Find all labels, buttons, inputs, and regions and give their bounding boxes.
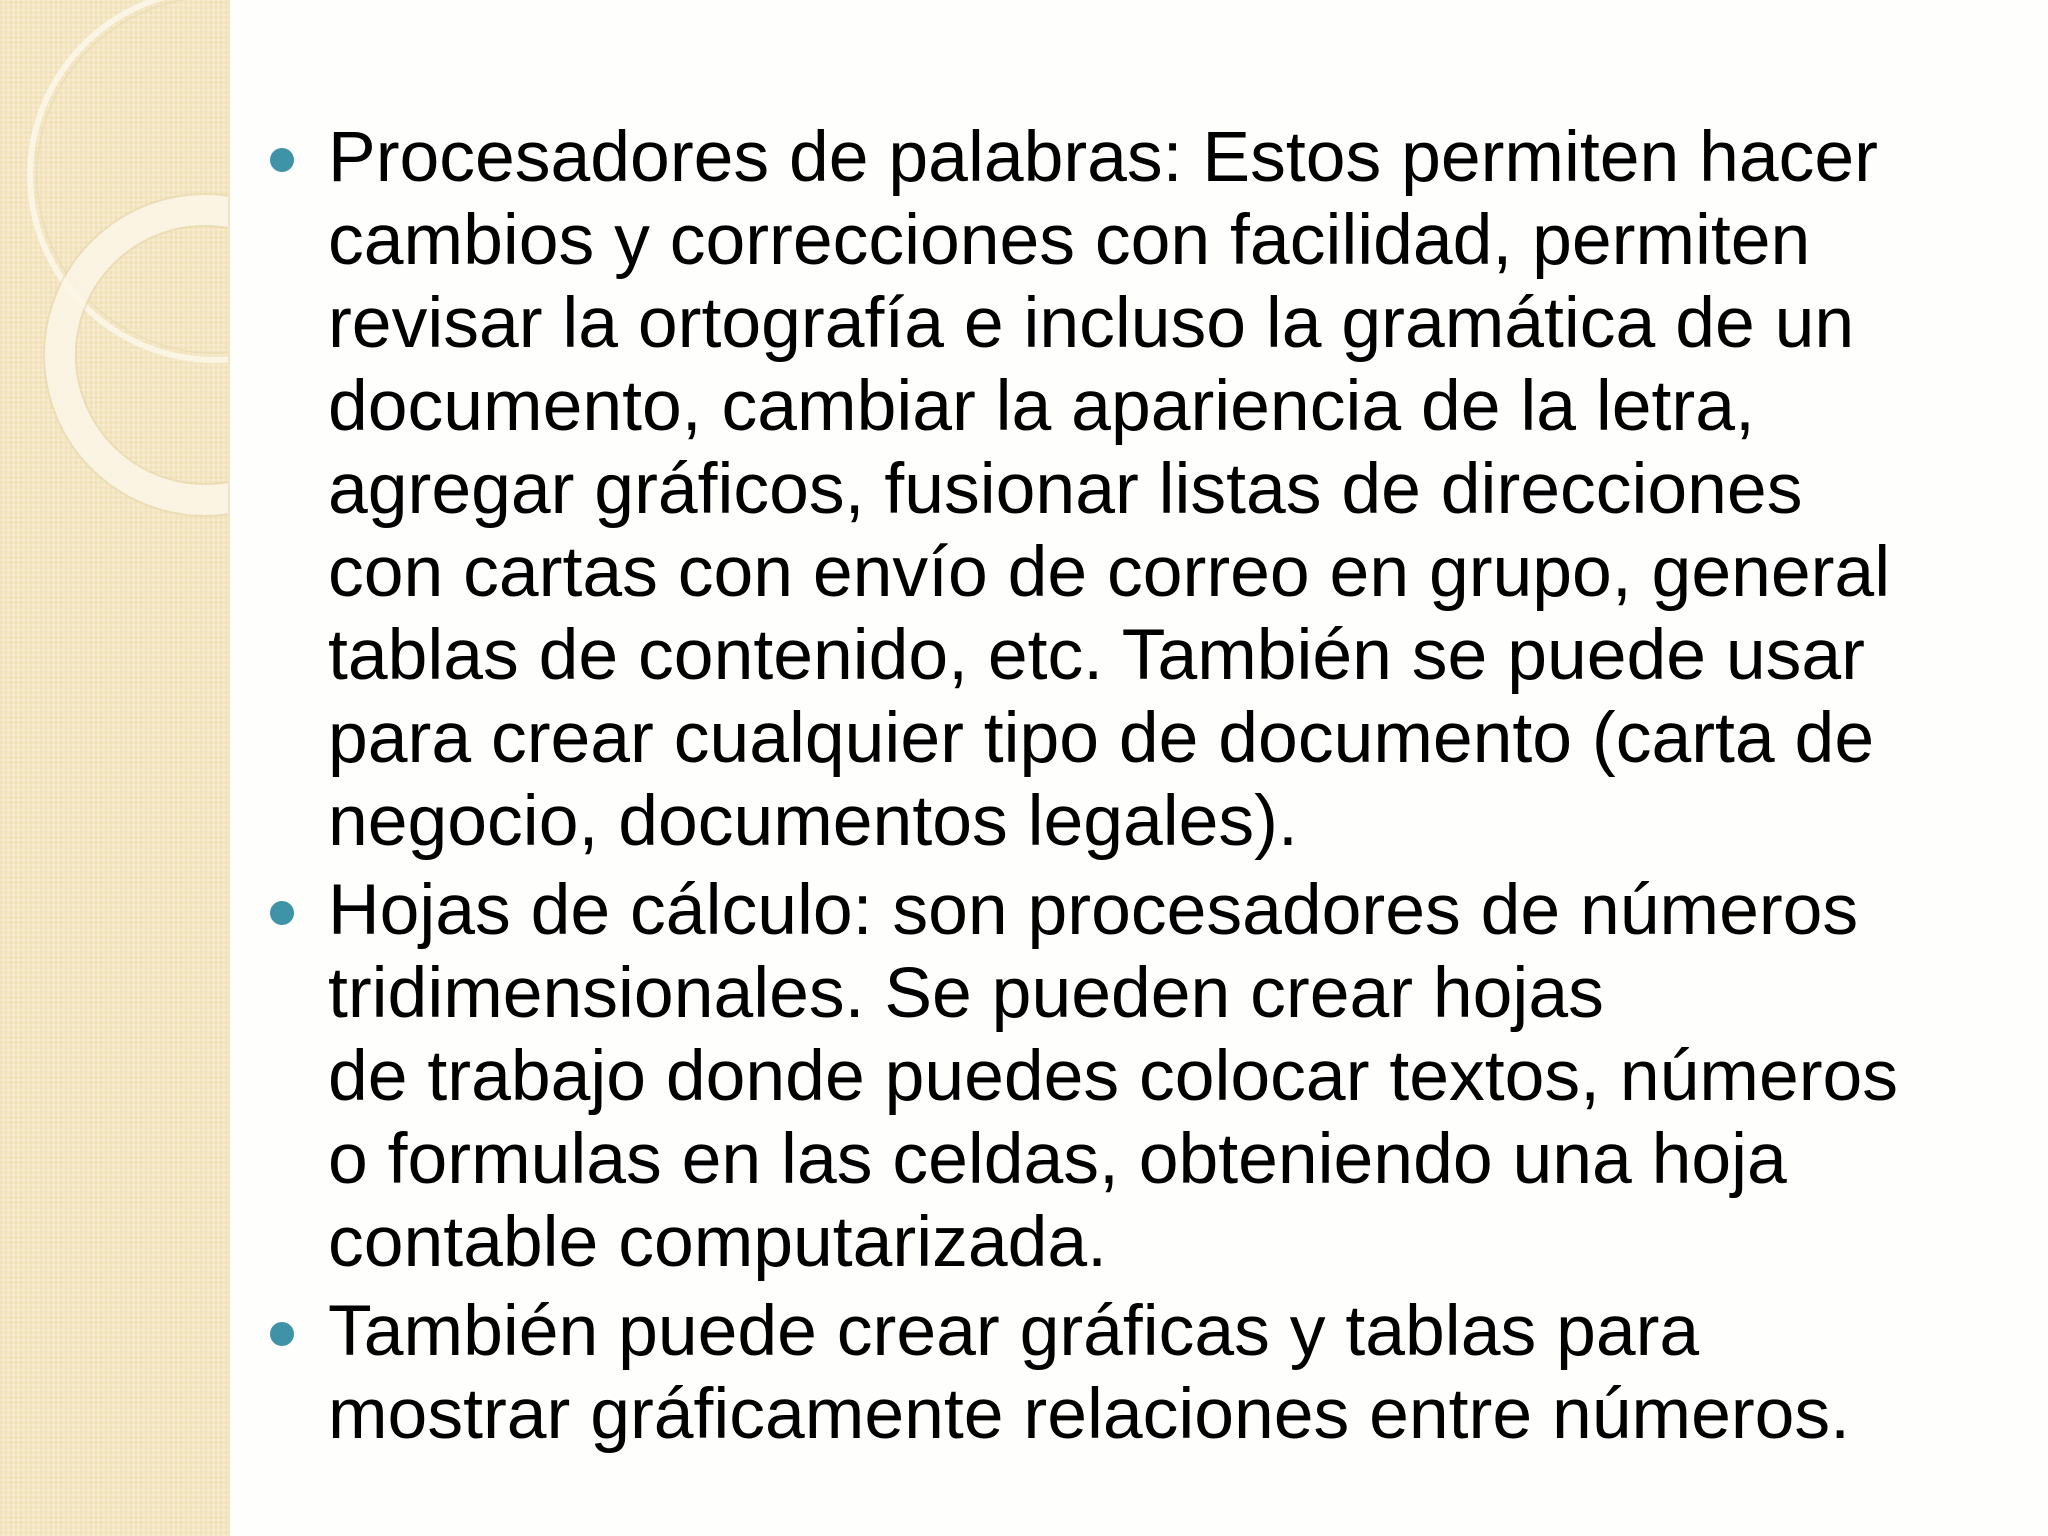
bullet-line: negocio, documentos legales). — [328, 781, 1298, 861]
bullet-line: Hojas de cálculo: son procesadores de números — [328, 870, 1859, 950]
bullet-dot-icon — [270, 901, 294, 925]
bullet-dot-icon — [270, 1322, 294, 1346]
decorative-side-band — [0, 0, 230, 1536]
bullet-item-charts — [258, 1290, 2028, 1456]
slide-content — [258, 116, 2028, 1516]
bullet-line: documento, cambiar la apariencia de la letra, — [328, 366, 1755, 446]
bullet-line: También puede crear gráficas y tablas para — [328, 1291, 1700, 1371]
bullet-line: con cartas con envío de correo en grupo, general — [328, 532, 1891, 612]
bullet-item-spreadsheets — [258, 869, 2028, 1284]
bullet-line: tablas de contenido, etc. También se puede usar — [328, 615, 1865, 695]
bullet-line: Procesadores de palabras: Estos permiten hacer — [328, 117, 1878, 197]
bullet-line: mostrar gráficamente relaciones entre números. — [328, 1374, 1851, 1454]
bullet-item-word-processors — [258, 116, 2028, 863]
bullet-line: de trabajo donde puedes colocar textos, números — [328, 1036, 1899, 1116]
bullet-line: tridimensionales. Se pueden crear hojas — [328, 953, 1604, 1033]
decorative-rings-icon — [0, 0, 228, 1536]
bullet-line: para crear cualquier tipo de documento (carta de — [328, 698, 1875, 778]
bullet-line: agregar gráficos, fusionar listas de direcciones — [328, 449, 1803, 529]
bullet-line: revisar la ortografía e incluso la gramática de un — [328, 283, 1855, 363]
bullet-list — [258, 116, 2028, 1456]
bullet-line: cambios y correcciones con facilidad, permiten — [328, 200, 1811, 280]
bullet-line: contable computarizada. — [328, 1202, 1108, 1282]
bullet-line: o formulas en las celdas, obteniendo una hoja — [328, 1119, 1787, 1199]
bullet-dot-icon — [270, 148, 294, 172]
